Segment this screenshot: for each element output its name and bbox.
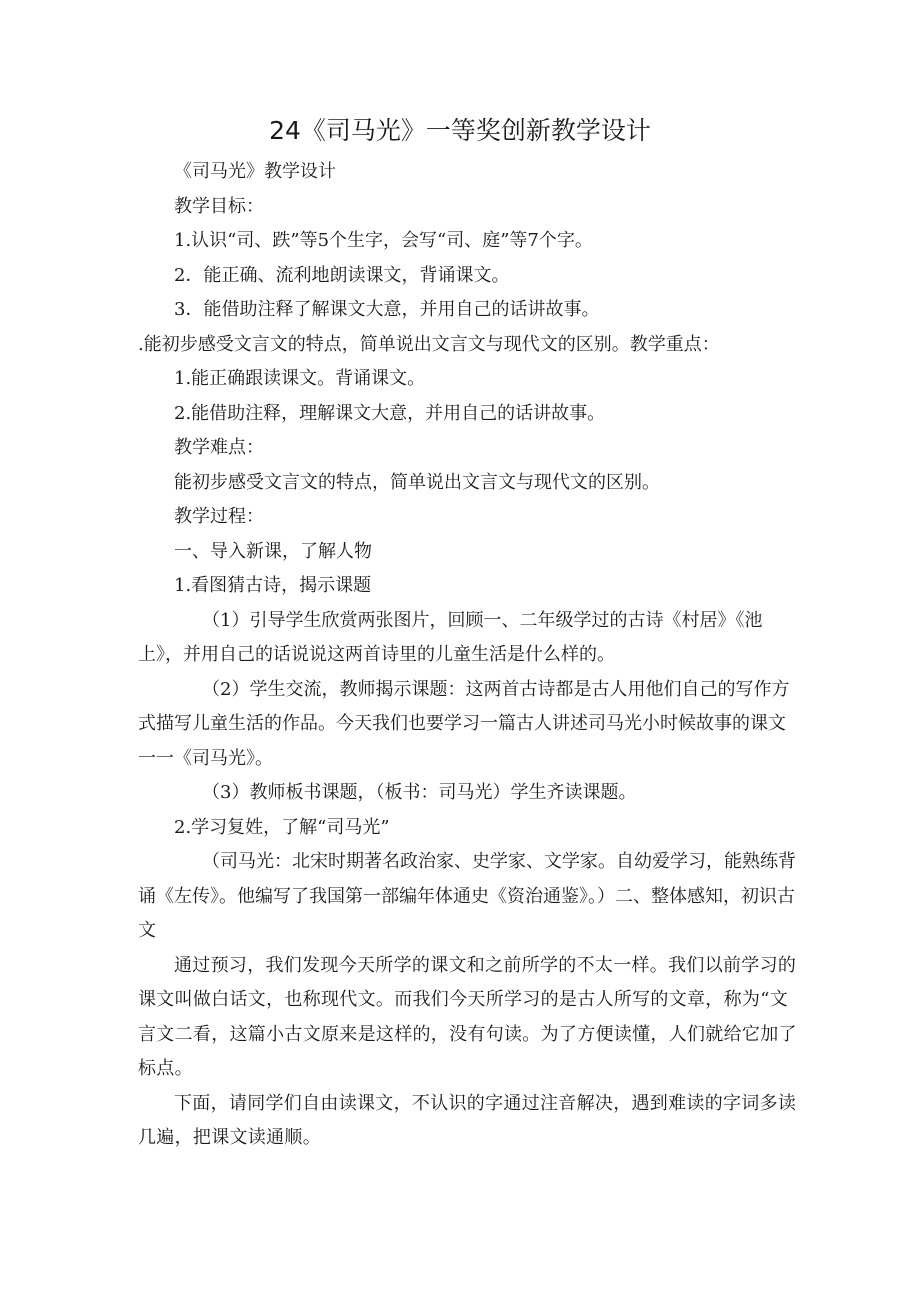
process-paragraph: （3）教师板书课题，（板书：司马光）学生齐读课题。 bbox=[202, 782, 637, 803]
key-point-item: 1.能正确跟读课文。背诵课文。 bbox=[174, 368, 426, 389]
process-substep-heading: 1.看图猜古诗，揭示课题 bbox=[174, 575, 372, 596]
difficulty-item: 能初步感受文言文的特点，简单说出文言文与现代文的区别。 bbox=[174, 471, 660, 493]
objective-item: 1.认识“司、跌”等5个生字，会写“司、庭”等7个字。 bbox=[174, 230, 593, 251]
objective-item: 3．能借助注释了解课文大意，并用自己的话讲故事。 bbox=[174, 299, 600, 320]
process-paragraph: （1）引导学生欣赏两张图片，回顾一、二年级学过的古诗《村居》《池上》，并用自己的话说说这两首诗里的儿童生活是什么样的。 bbox=[138, 609, 763, 665]
process-substep-heading: 2.学习复姓，了解“司马光” bbox=[174, 816, 390, 838]
process-paragraph: 通过预习，我们发现今天所学的课文和之前所学的不太一样。我们以前学习的课文叫做白话文，也称现代文。而我们今天所学习的是古人所写的文章，称为“文言文二看，这篇小古文原来是这样的，没有句读。为了方便读懂，人们就给它加了标点。 bbox=[138, 954, 797, 1079]
process-paragraph: （2）学生交流，教师揭示课题：这两首古诗都是古人用他们自己的写作方式描写儿童生活的作品。今天我们也要学习一篇古人讲述司马光小时候故事的课文一一《司马光》。 bbox=[138, 678, 790, 769]
objective-item: 2．能正确、流利地朗读课文，背诵课文。 bbox=[174, 264, 510, 286]
document-title: 24《司马光》一等奖创新教学设计 bbox=[269, 116, 651, 145]
section-heading-process: 教学过程： bbox=[174, 506, 264, 527]
document-body bbox=[138, 155, 802, 1156]
process-step-heading: 一、导入新课，了解人物 bbox=[174, 540, 372, 562]
process-paragraph: （司马光：北宋时期著名政治家、史学家、文学家。自幼爱学习，能熟练背诵《左传》。他编写了我国第一部编年体通史《资治通鉴》。）二、整体感知，初识古文 bbox=[138, 851, 796, 941]
key-point-item: 2.能借助注释，理解课文大意，并用自己的话讲故事。 bbox=[174, 402, 606, 424]
section-heading-difficulties: 教学难点： bbox=[174, 437, 264, 458]
subtitle: 《司马光》教学设计 bbox=[174, 161, 336, 182]
process-paragraph: 下面，请同学们自由读课文，不认识的字通过注音解决，遇到难读的字词多读几遍，把课文读通顺。 bbox=[138, 1092, 797, 1148]
objective-item: .能初步感受文言文的特点，简单说出文言文与现代文的区别。教学重点： bbox=[138, 333, 720, 355]
section-heading-objectives: 教学目标： bbox=[174, 195, 264, 217]
